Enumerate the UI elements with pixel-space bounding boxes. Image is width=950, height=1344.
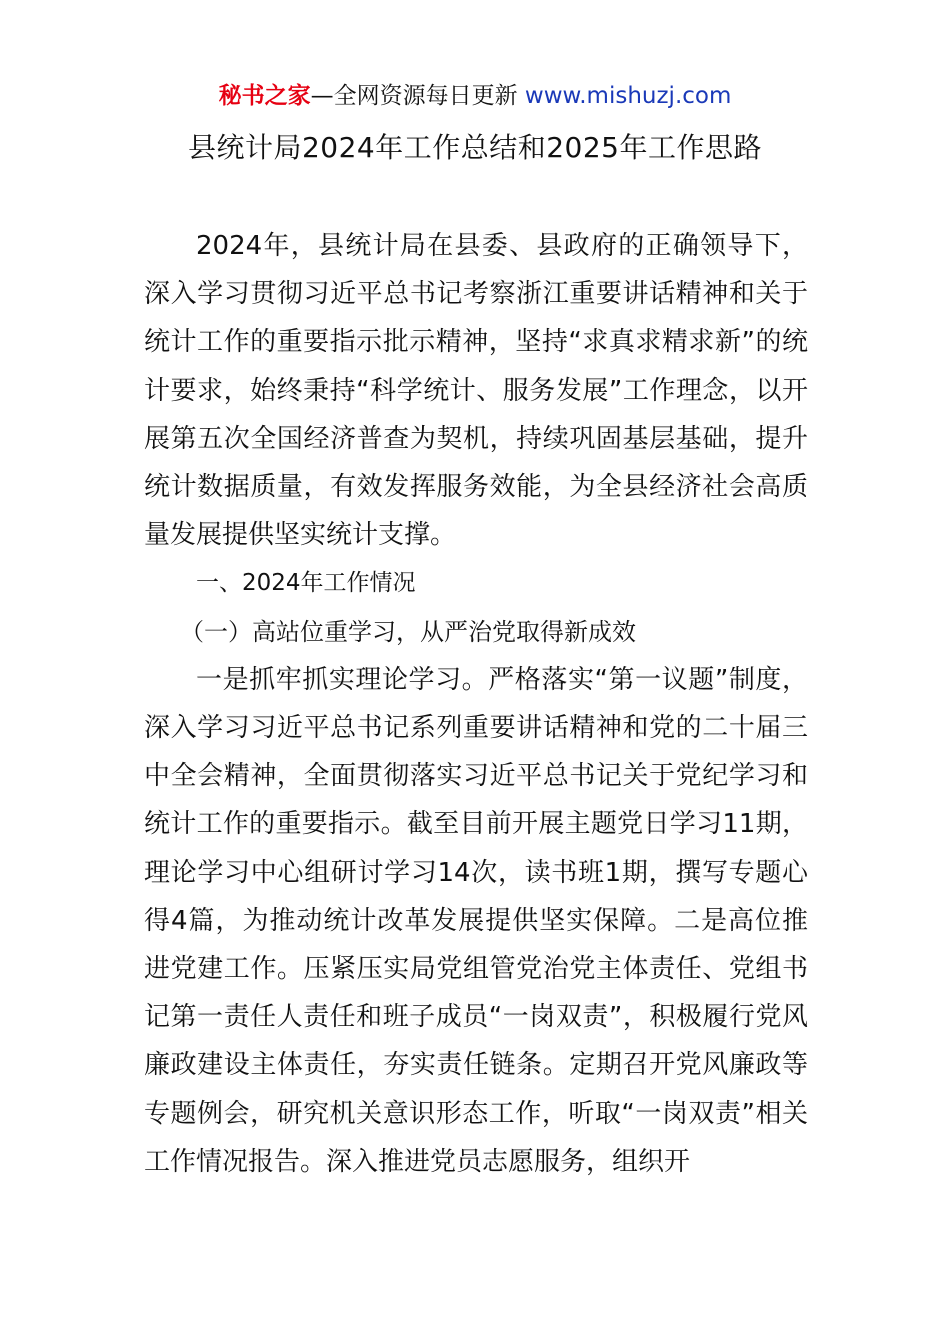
intro-paragraph: 2024年，县统计局在县委、县政府的正确领导下，深入学习贯彻习近平总书记考察浙江重要讲话精神和关于统计工作的重要指示批示精神，坚持“求真求精求新”的统计要求，始终秉持“科学统计、服务发展”工作理念，以开展第五次全国经济普查为契机，持续巩固基层基础，提升统计数据质量，有效发挥服务效能，为全县经济社会高质量发展提供坚实统计支撑。 (144, 231, 808, 551)
site-header (0, 78, 950, 114)
body-paragraph: 一是抓牢抓实理论学习。严格落实“第一议题”制度，深入学习习近平总书记系列重要讲话精神和党的二十届三中全会精神，全面贯彻落实习近平总书记关于党纪学习和统计工作的重要指示。截至目前开展主题党日学习11期，理论学习中心组研讨学习14次，读书班1期，撰写专题心得4篇，为推动统计改革发展提供坚实保障。二是高位推进党建工作。压紧压实局党组管党治党主体责任、党组书记第一责任人责任和班子成员“一岗双责”，积极履行党风廉政建设主体责任，夯实责任链条。定期召开党风廉政等专题例会，研究机关意识形态工作，听取“一岗双责”相关工作情况报告。深入推进党员志愿服务，组织开 (144, 664, 808, 1177)
section-heading: 一、2024年工作情况 (196, 570, 416, 597)
subsection-heading: （一）高站位重学习，从严治党取得新成效 (180, 617, 636, 646)
document-body (144, 222, 808, 1186)
document-title: 县统计局2024年工作总结和2025年工作思路 (187, 131, 763, 164)
site-brand: 秘书之家 (218, 83, 311, 109)
site-url: www.mishuzj.com (524, 83, 732, 109)
site-tagline: —全网资源每日更新 (310, 83, 525, 109)
